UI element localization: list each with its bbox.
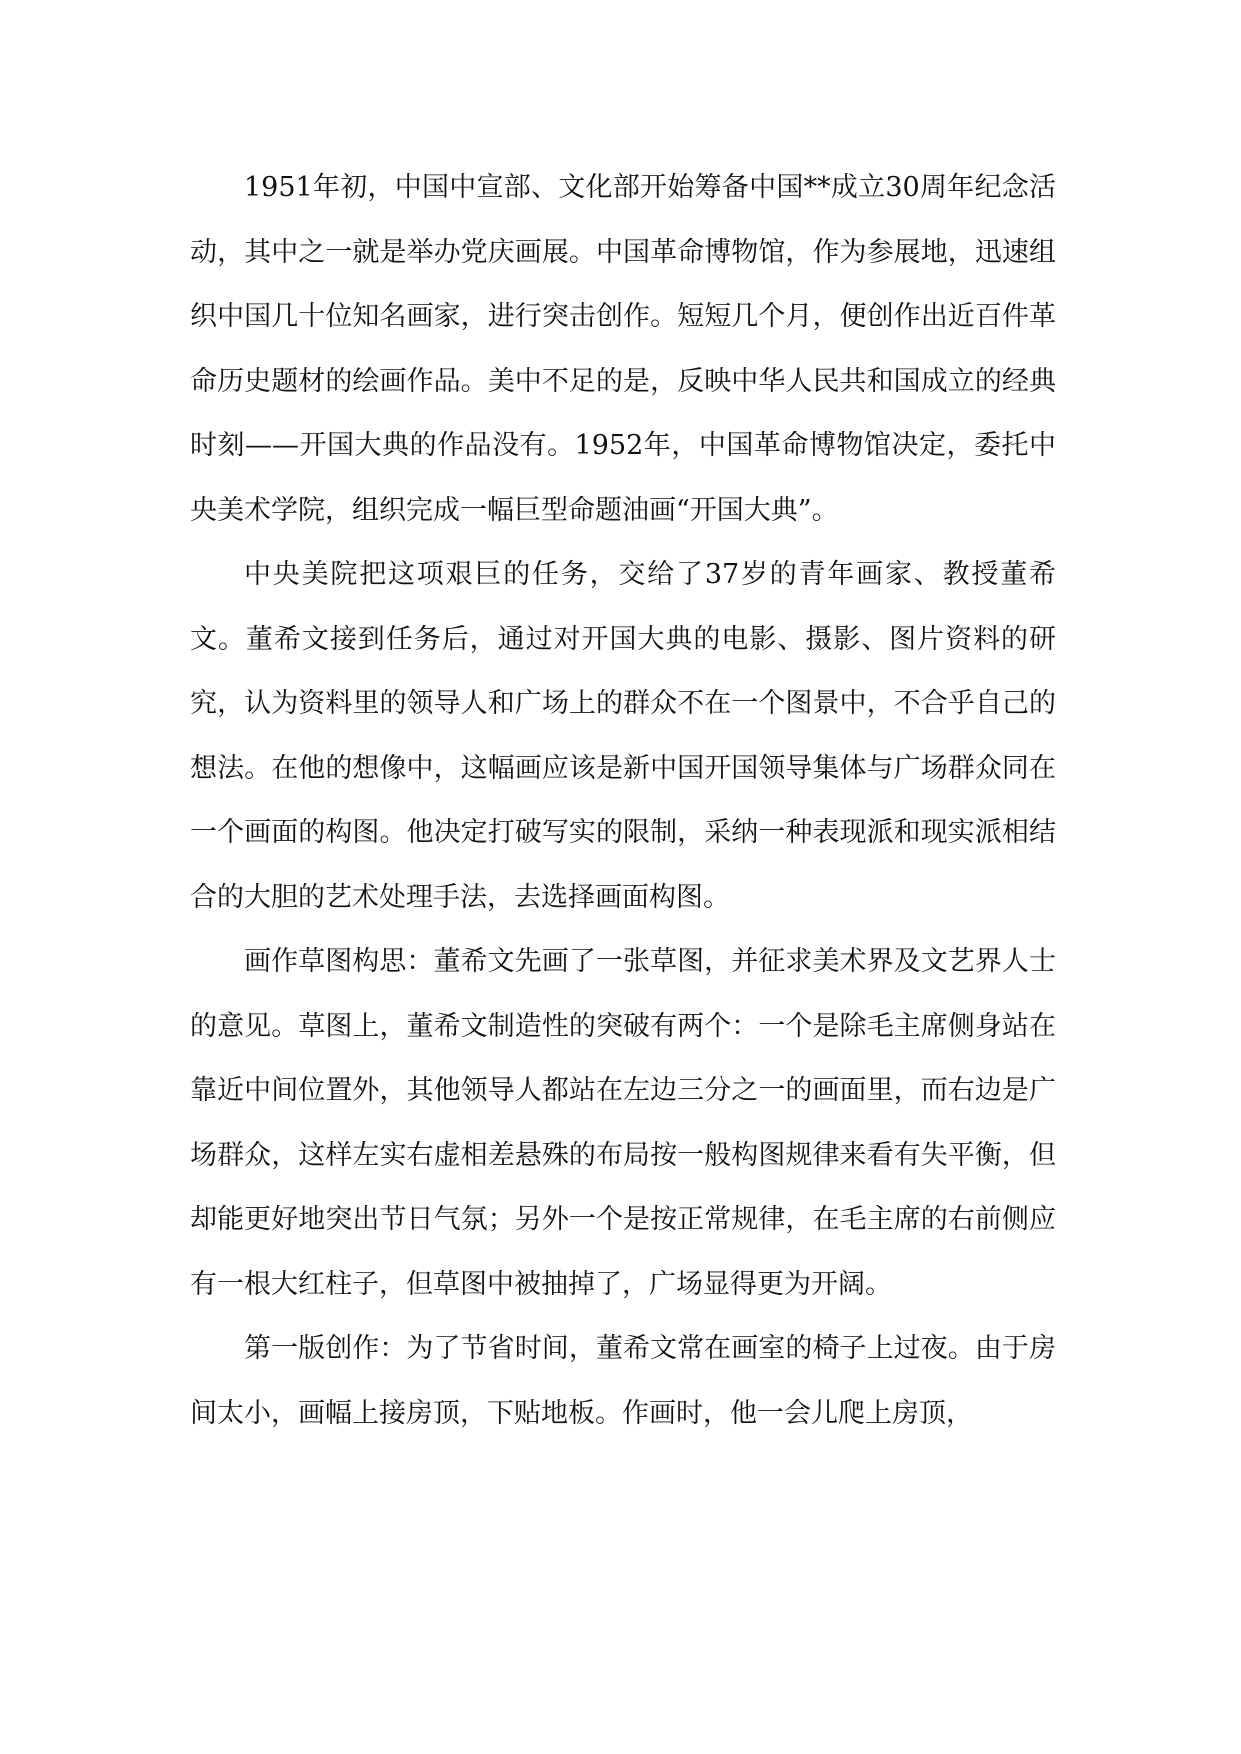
paragraph: 1951年初，中国中宣部、文化部开始筹备中国**成立30周年纪念活动，其中之一就是举办党庆画展。中国革命博物馆，作为参展地，迅速组织中国几十位知名画家，进行突击创作。短短几个月，便创作出近百件革命历史题材的绘画作品。美中不足的是，反映中华人民共和国成立的经典时刻——开国大典的作品没有。1952年，中国革命博物馆决定，委托中央美术学院，组织完成一幅巨型命题油画“开国大典”。 [190,172,1056,526]
paragraph: 中央美院把这项艰巨的任务，交给了37岁的青年画家、教授董希文。董希文接到任务后，通过对开国大典的电影、摄影、图片资料的研究，认为资料里的领导人和广场上的群众不在一个图景中，不合乎自己的想法。在他的想像中，这幅画应该是新中国开国领导集体与广场群众同在一个画面的构图。他决定打破写实的限制，采纳一种表现派和现实派相结合的大胆的艺术处理手法，去选择画面构图。 [190,559,1056,913]
document-body [190,156,1056,1446]
paragraph: 画作草图构思：董希文先画了一张草图，并征求美术界及文艺界人士的意见。草图上，董希文制造性的突破有两个：一个是除毛主席侧身站在靠近中间位置外，其他领导人都站在左边三分之一的画面里，而右边是广场群众，这样左实右虚相差悬殊的布局按一般构图规律来看有失平衡，但却能更好地突出节日气氛；另外一个是按正常规律，在毛主席的右前侧应有一根大红柱子，但草图中被抽掉了，广场显得更为开阔。 [190,946,1056,1300]
paragraph: 第一版创作：为了节省时间，董希文常在画室的椅子上过夜。由于房间太小，画幅上接房顶，下贴地板。作画时，他一会儿爬上房顶， [190,1333,1056,1429]
